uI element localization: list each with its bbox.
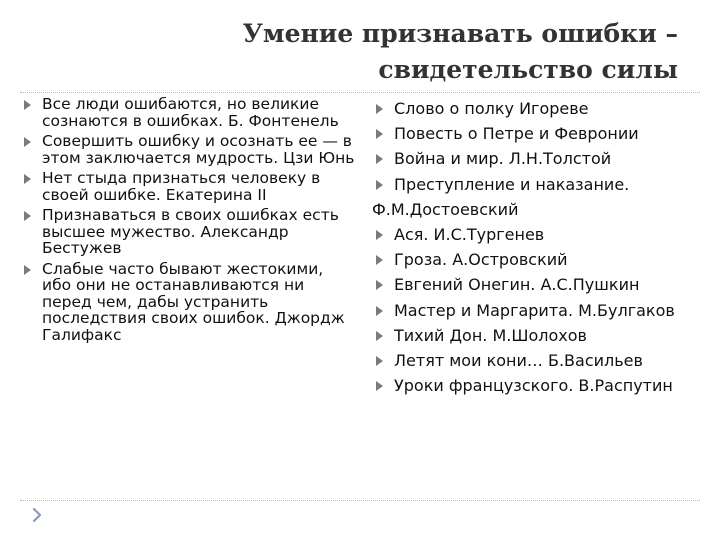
work-text: Уроки французского. В.Распутин xyxy=(394,376,673,396)
slide-nav-arrow-icon[interactable] xyxy=(32,508,42,522)
works-list xyxy=(372,96,702,398)
work-item-continuation xyxy=(372,197,702,222)
work-text: Слово о полку Игореве xyxy=(394,99,589,118)
work-item xyxy=(372,323,702,348)
work-item xyxy=(372,272,702,297)
work-text: Повесть о Петре и Февронии xyxy=(394,124,639,144)
slide-title xyxy=(158,16,678,88)
work-item xyxy=(372,348,702,373)
triangle-bullet-icon xyxy=(24,100,31,110)
work-text: Ф.М.Достоевский xyxy=(372,199,519,219)
triangle-bullet-icon xyxy=(376,331,383,341)
work-item xyxy=(372,298,702,323)
quote-item xyxy=(22,96,357,129)
works-column xyxy=(372,96,702,398)
triangle-bullet-icon xyxy=(376,280,383,290)
work-item xyxy=(372,373,702,398)
quote-text: Нет стыда признаться человеку в своей ошибке. Екатерина II xyxy=(42,169,321,204)
quote-text: Все люди ошибаются, но великие сознаются в ошибках. Б. Фонтенель xyxy=(42,95,339,130)
work-text: Мастер и Маргарита. М.Булгаков xyxy=(394,300,675,320)
slide-title-line-1: Умение признавать ошибки – xyxy=(242,19,678,48)
work-text: Тихий Дон. М.Шолохов xyxy=(394,325,587,345)
triangle-bullet-icon xyxy=(376,381,383,391)
triangle-bullet-icon xyxy=(376,255,383,265)
work-item xyxy=(372,172,702,197)
work-item xyxy=(372,146,702,171)
triangle-bullet-icon xyxy=(376,154,383,164)
triangle-bullet-icon xyxy=(376,230,383,240)
quotes-list xyxy=(22,96,357,343)
triangle-bullet-icon xyxy=(376,306,383,316)
triangle-bullet-icon xyxy=(376,104,383,114)
quote-item xyxy=(22,207,357,257)
work-text: Преступление и наказание. xyxy=(394,174,630,194)
footer-divider xyxy=(20,500,700,501)
quote-text: Совершить ошибку и осознать ее — в этом заключается мудрость. Цзи Юнь xyxy=(42,132,355,167)
triangle-bullet-icon xyxy=(24,265,31,275)
triangle-bullet-icon xyxy=(376,129,383,139)
work-text: Летят мои кони… Б.Васильев xyxy=(394,351,643,371)
work-text: Евгений Онегин. А.С.Пушкин xyxy=(394,275,640,295)
triangle-bullet-icon xyxy=(376,180,383,190)
slide-title-line-2: свидетельство силы xyxy=(378,55,678,84)
triangle-bullet-icon xyxy=(24,137,31,147)
work-text: Война и мир. Л.Н.Толстой xyxy=(394,149,612,169)
quotes-column xyxy=(22,96,357,347)
work-item xyxy=(372,247,702,272)
work-text: Гроза. А.Островский xyxy=(394,250,568,270)
work-text: Ася. И.С.Тургенев xyxy=(394,225,545,245)
work-item xyxy=(372,96,702,121)
work-item xyxy=(372,222,702,247)
title-divider xyxy=(20,92,700,93)
quote-text: Слабые часто бывают жестокими, ибо они не останавливаются ни перед чем, дабы устранить последствия своих ошибок. Джордж Галифакс xyxy=(42,259,345,344)
quote-item xyxy=(22,170,357,203)
quote-text: Признаваться в своих ошибках есть высшее мужество. Александр Бестужев xyxy=(42,206,339,257)
quote-item xyxy=(22,261,357,344)
triangle-bullet-icon xyxy=(24,211,31,221)
triangle-bullet-icon xyxy=(24,174,31,184)
triangle-bullet-icon xyxy=(376,356,383,366)
quote-item xyxy=(22,133,357,166)
work-item xyxy=(372,121,702,146)
